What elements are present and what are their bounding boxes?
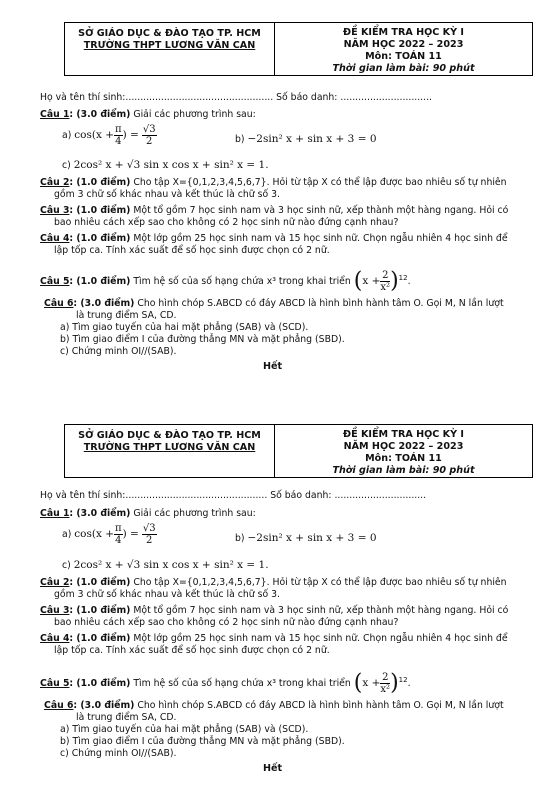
q4-line1: Một lớp gồm 25 học sinh nam và 15 học sinh nữ. Chọn ngẫu nhiên 4 học sinh để bbox=[130, 233, 508, 244]
header-box-2 bbox=[64, 424, 533, 478]
q5-exp-2: 12 bbox=[398, 675, 408, 684]
q5-paren-open-2: ( bbox=[353, 670, 363, 696]
q1-part-c-2 bbox=[62, 559, 269, 572]
q6-line2: là trung điểm SA, CD. bbox=[76, 310, 177, 321]
q1-b-label: b) bbox=[235, 134, 245, 145]
q6-part-c-2: c) Chứng minh OI//(SAB). bbox=[60, 748, 177, 759]
exam-title: ĐỀ KIỂM TRA HỌC KỲ I bbox=[343, 27, 464, 38]
q2-line1-2: Cho tập X={0,1,2,3,4,5,6,7}. Hỏi từ tập X có thể lập được bao nhiêu số tự nhiên bbox=[130, 577, 507, 588]
q1-a-frac1-2 bbox=[114, 523, 123, 546]
q5-num-2: 2 bbox=[382, 672, 389, 683]
q5-paren-close-2: ) bbox=[390, 670, 399, 696]
q3-label-2: Câu 3 bbox=[40, 605, 70, 616]
q2-line2: gồm 3 chữ số khác nhau và kết thúc là chữ số 3. bbox=[54, 189, 280, 200]
question-4-2 bbox=[40, 633, 508, 645]
q1-a-2-2: 2 bbox=[146, 535, 153, 546]
question-2-2 bbox=[40, 577, 507, 589]
school-name: TRƯỜNG THPT LƯƠNG VĂN CAN bbox=[83, 40, 256, 51]
q2-line1: Cho tập X={0,1,2,3,4,5,6,7}. Hỏi từ tập X có thể lập được bao nhiêu số tự nhiên bbox=[130, 177, 507, 188]
q5-label-2: Câu 5 bbox=[40, 678, 70, 689]
q1-part-b-2 bbox=[235, 532, 377, 545]
end-mark-2: Hết bbox=[263, 763, 283, 774]
q1-a-eq-2: ) = bbox=[122, 528, 139, 540]
school-year-2: NĂM HỌC 2022 – 2023 bbox=[343, 441, 464, 452]
q6-part-c: c) Chứng minh OI//(SAB). bbox=[60, 346, 177, 357]
department-name: SỞ GIÁO DỤC & ĐÀO TẠO TP. HCM bbox=[78, 28, 261, 39]
question-6-2 bbox=[44, 700, 504, 712]
q1-a-label-2: a) bbox=[62, 529, 72, 540]
question-5-2 bbox=[40, 672, 411, 695]
q1-a-4-2: 4 bbox=[115, 535, 122, 546]
q5-paren-close: ) bbox=[390, 268, 399, 294]
q5-frac-2 bbox=[380, 672, 390, 695]
q1-b-expr: −2sin² x + sin x + 3 = 0 bbox=[247, 133, 377, 145]
q1-b-expr-2: −2sin² x + sin x + 3 = 0 bbox=[247, 532, 377, 544]
q6-line2-2: là trung điểm SA, CD. bbox=[76, 712, 177, 723]
q1-a-pi: π bbox=[115, 124, 122, 135]
q1-c-label-2: c) bbox=[62, 560, 71, 571]
subject-2: Môn: TOÁN 11 bbox=[365, 453, 442, 464]
q1-points: : (3.0 điểm) bbox=[69, 109, 131, 120]
q3-points: : (1.0 điểm) bbox=[69, 205, 131, 216]
q1-a-eq: ) = bbox=[122, 129, 139, 141]
q1-part-a-2 bbox=[62, 523, 157, 546]
q4-label-2: Câu 4 bbox=[40, 633, 70, 644]
q5-text-2: Tìm hệ số của số hạng chứa x³ trong khai triển bbox=[130, 678, 351, 689]
q1-a-lhs: cos(x + bbox=[74, 129, 115, 141]
q2-points: : (1.0 điểm) bbox=[69, 177, 131, 188]
q5-points: : (1.0 điểm) bbox=[69, 276, 131, 287]
q2-line2-2: gồm 3 chữ số khác nhau và kết thúc là chữ số 3. bbox=[54, 589, 280, 600]
q2-label-2: Câu 2 bbox=[40, 577, 70, 588]
q1-label-2: Câu 1 bbox=[40, 508, 70, 519]
q5-x-plus: x + bbox=[362, 275, 381, 287]
q6-points: : (3.0 điểm) bbox=[73, 298, 135, 309]
q6-part-b-2: b) Tìm giao điểm I của đường thẳng MN và mặt phẳng (SBD). bbox=[60, 736, 345, 747]
q5-exp: 12 bbox=[398, 273, 408, 282]
header-left-2 bbox=[65, 425, 275, 477]
q4-line2-2: lập tốp ca. Tính xác suất để số học sinh được chọn có 2 nữ. bbox=[54, 645, 330, 656]
q1-a-frac2-2 bbox=[142, 523, 157, 546]
q1-points-2: : (3.0 điểm) bbox=[69, 508, 131, 519]
q6-label: Câu 6 bbox=[44, 298, 74, 309]
q1-c-label: c) bbox=[62, 160, 71, 171]
q2-label: Câu 2 bbox=[40, 177, 70, 188]
q1-a-pi-2: π bbox=[115, 523, 122, 534]
student-info-line: Họ và tên thí sinh:.................................................. Số báo danh: ............................... bbox=[40, 92, 433, 103]
question-3-2 bbox=[40, 605, 508, 617]
header-right-2 bbox=[275, 425, 532, 477]
q2-points-2: : (1.0 điểm) bbox=[69, 577, 131, 588]
time-limit-2: Thời gian làm bài: 90 phút bbox=[332, 465, 475, 476]
q4-points-2: : (1.0 điểm) bbox=[69, 633, 131, 644]
q5-num: 2 bbox=[382, 270, 389, 281]
q1-c-expr: 2cos² x + √3 sin x cos x + sin² x = 1. bbox=[73, 159, 269, 171]
q1-text-2: Giải các phương trình sau: bbox=[130, 508, 256, 519]
q1-a-4: 4 bbox=[115, 136, 122, 147]
q5-x-plus-2: x + bbox=[362, 677, 381, 689]
q1-a-label: a) bbox=[62, 130, 72, 141]
q1-b-label-2: b) bbox=[235, 533, 245, 544]
q6-line1: Cho hình chóp S.ABCD có đáy ABCD là hình bình hành tâm O. Gọi M, N lần lượt bbox=[134, 298, 504, 309]
q3-label: Câu 3 bbox=[40, 205, 70, 216]
q1-a-sqrt3-2: √3 bbox=[142, 523, 156, 534]
q5-den: x² bbox=[380, 282, 391, 293]
q6-label-2: Câu 6 bbox=[44, 700, 74, 711]
q3-line1: Một tổ gồm 7 học sinh nam và 3 học sinh nữ, xếp thành một hàng ngang. Hỏi có bbox=[130, 205, 509, 216]
q5-dot: . bbox=[407, 276, 411, 287]
q5-den-2: x² bbox=[380, 684, 391, 695]
q3-points-2: : (1.0 điểm) bbox=[69, 605, 131, 616]
school-name-2: TRƯỜNG THPT LƯƠNG VĂN CAN bbox=[83, 442, 256, 453]
q4-label: Câu 4 bbox=[40, 233, 70, 244]
q1-a-lhs-2: cos(x + bbox=[74, 528, 115, 540]
time-limit: Thời gian làm bài: 90 phút bbox=[332, 63, 475, 74]
q3-line2: bao nhiêu cách xếp sao cho không có 2 học sinh nữ nào đứng cạnh nhau? bbox=[54, 217, 399, 228]
q1-a-2: 2 bbox=[146, 136, 153, 147]
q1-text: Giải các phương trình sau: bbox=[130, 109, 256, 120]
student-info-line-2: Họ và tên thí sinh:................................................ Số báo danh: ............................... bbox=[40, 490, 427, 501]
q5-dot-2: . bbox=[407, 678, 411, 689]
subject: Môn: TOÁN 11 bbox=[365, 51, 442, 62]
q4-line2: lập tốp ca. Tính xác suất để số học sinh được chọn có 2 nữ. bbox=[54, 245, 330, 256]
q1-a-sqrt3: √3 bbox=[142, 124, 156, 135]
q1-label: Câu 1 bbox=[40, 109, 70, 120]
exam-title-2: ĐỀ KIỂM TRA HỌC KỲ I bbox=[343, 429, 464, 440]
q6-part-a: a) Tìm giao tuyến của hai mặt phẳng (SAB) và (SCD). bbox=[60, 322, 309, 333]
q6-part-b: b) Tìm giao điểm I của đường thẳng MN và mặt phẳng (SBD). bbox=[60, 334, 345, 345]
q4-line1-2: Một lớp gồm 25 học sinh nam và 15 học sinh nữ. Chọn ngẫu nhiên 4 học sinh để bbox=[130, 633, 508, 644]
department-name-2: SỞ GIÁO DỤC & ĐÀO TẠO TP. HCM bbox=[78, 430, 261, 441]
school-year: NĂM HỌC 2022 – 2023 bbox=[343, 39, 464, 50]
q5-paren-open: ( bbox=[353, 268, 363, 294]
question-1-2 bbox=[40, 508, 256, 520]
q6-line1-2: Cho hình chóp S.ABCD có đáy ABCD là hình bình hành tâm O. Gọi M, N lần lượt bbox=[134, 700, 504, 711]
q1-c-expr-2: 2cos² x + √3 sin x cos x + sin² x = 1. bbox=[73, 559, 269, 571]
q6-points-2: : (3.0 điểm) bbox=[73, 700, 135, 711]
q6-part-a-2: a) Tìm giao tuyến của hai mặt phẳng (SAB) và (SCD). bbox=[60, 724, 309, 735]
q5-text: Tìm hệ số của số hạng chứa x³ trong khai triển bbox=[130, 276, 351, 287]
q4-points: : (1.0 điểm) bbox=[69, 233, 131, 244]
end-mark: Hết bbox=[263, 361, 283, 372]
q3-line1-2: Một tổ gồm 7 học sinh nam và 3 học sinh nữ, xếp thành một hàng ngang. Hỏi có bbox=[130, 605, 509, 616]
q5-points-2: : (1.0 điểm) bbox=[69, 678, 131, 689]
q3-line2-2: bao nhiêu cách xếp sao cho không có 2 học sinh nữ nào đứng cạnh nhau? bbox=[54, 617, 399, 628]
q5-label: Câu 5 bbox=[40, 276, 70, 287]
